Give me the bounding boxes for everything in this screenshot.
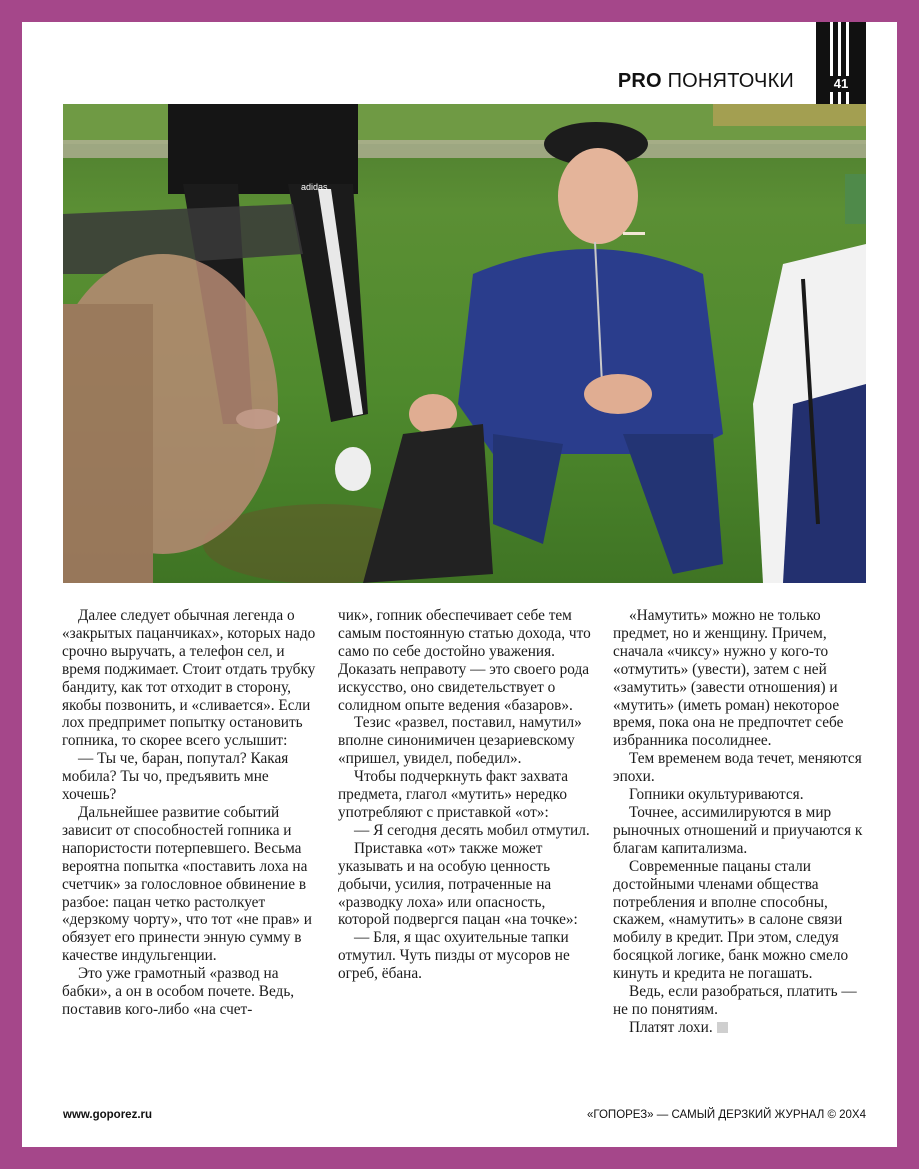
tracksuit-jacket bbox=[458, 249, 723, 454]
paragraph: Ведь, если разобраться, платить — не по понятиям. bbox=[613, 983, 857, 1018]
page-number-tab bbox=[816, 22, 866, 112]
photo-illustration bbox=[63, 104, 866, 583]
tab-stripe bbox=[846, 22, 849, 112]
paragraph: «Намутить» можно не только предмет, но и женщину. Причем, сначала «чиксу» нужно у кого-то «отмутить» (увести), затем с ней «замутить» (завести отношения) и «мутить» (иметь роман) некоторое время, пока она не предпочтет себе избранника посолиднее. bbox=[613, 607, 844, 750]
paragraph: — Бля, я щас охуительные тапки отмутил. Чуть пизды от мусоров не огреб, ёбана. bbox=[338, 929, 570, 983]
paragraph: Тем временем вода течет, меняются эпохи. bbox=[613, 750, 862, 786]
end-mark-square bbox=[717, 1022, 728, 1033]
paragraph: Чтобы подчеркнуть факт захвата предмета, глагол «мутить» нередко употребляют с приставкой «от»: bbox=[338, 768, 569, 821]
crouching-man bbox=[363, 122, 723, 583]
hand-pointing bbox=[584, 374, 652, 414]
paragraph: Современные пацаны стали достойными членами общества потребления и вполне способны, скажем, «намутить» в салоне связи мобилу в кредит. При этом, следуя босяцкой логике, банк можно смело кинуть и кредита не погашать. bbox=[613, 857, 849, 983]
article-column-3 bbox=[613, 607, 867, 1037]
cigarette bbox=[623, 232, 645, 235]
paragraph: — Ты че, баран, попутал? Какая мобила? Ты чо, предъявить мне хочешь? bbox=[62, 750, 289, 804]
seated-man bbox=[753, 174, 866, 583]
jacket-brand-label: adidas bbox=[301, 182, 328, 192]
footer-tagline: «ГОПОРЕЗ» — САМЫЙ ДЕРЗКИЙ ЖУРНАЛ © 20X4 bbox=[587, 1109, 866, 1121]
paragraph-continued: чик», гопник обеспечивает себе тем самым постоянную статью дохода, что само по себе достойно уважения. Доказать неправоту — это своего рода искусство, оно свидетельствует о солидном опыте ведения «базаров». bbox=[338, 607, 591, 714]
paragraph: Это уже грамотный «развод на бабки», а он в особом почете. Ведь, поставив кого-либо «на счет- bbox=[62, 965, 295, 1018]
article-column-1 bbox=[62, 607, 316, 1019]
article-column-2 bbox=[338, 607, 592, 983]
paragraph: Приставка «от» также может указывать и на особую ценность добычи, усилия, потраченные на «разводку лоха» или опасность, которой подвергся пацан «на точке»: bbox=[338, 839, 578, 929]
standing-person-shoe-right bbox=[335, 447, 371, 491]
final-sentence: Платят лохи. bbox=[629, 1018, 713, 1036]
page-number: 41 bbox=[816, 76, 866, 92]
paragraph: Гопники окультуриваются. bbox=[629, 786, 804, 804]
paragraph-final bbox=[613, 1019, 867, 1037]
rubric-rest: ПОНЯТОЧКИ bbox=[661, 70, 794, 92]
tracksuit-leg-right bbox=[623, 434, 723, 574]
paragraph: Далее следует обычная легенда о «закрытых пацанчиках», которых надо срочно выручать, а телефон сел, и время поджимает. Стоит отдать трубку бандиту, как тот отходит в сторону, якобы позвонить, и «сливается». Если лох предпримет попытку остановить гопника, то скорее всего услышит: bbox=[62, 607, 316, 750]
paragraph: Тезис «развел, поставил, намутил» вполне синонимичен цезариевскому «пришел, увидел, победил». bbox=[338, 714, 582, 768]
tab-stripe bbox=[830, 22, 833, 112]
standing-person-jacket bbox=[168, 104, 358, 194]
magazine-page bbox=[22, 22, 897, 1147]
rubric-bold: PRO bbox=[617, 70, 662, 92]
plaid-cap bbox=[845, 174, 866, 224]
blurred-arm bbox=[63, 304, 153, 583]
section-rubric bbox=[618, 70, 794, 93]
paragraph: Точнее, ассимилируются в мир рыночных отношений и приучаются к благам капитализма. bbox=[613, 803, 863, 857]
face bbox=[558, 148, 638, 244]
tracksuit-leg-left bbox=[493, 434, 563, 544]
paragraph: — Я сегодня десять мобил отмутил. bbox=[354, 821, 590, 839]
tab-stripe bbox=[838, 22, 841, 112]
footer-website: www.goporez.ru bbox=[63, 1109, 153, 1121]
article-photo bbox=[63, 104, 866, 583]
blue-tracksuit bbox=[783, 384, 866, 583]
photo-far-building bbox=[713, 104, 866, 126]
hand-left bbox=[409, 394, 457, 434]
paragraph: Дальнейшее развитие событий зависит от способностей гопника и напористости потерпевшего. Весьма вероятна попытка «поставить лоха на счетчик» за голословное обвинение в разбое: пацан четко растолкует «дерзкому чорту», что тот «не прав» и обязует его принести энную сумму в качестве индульгенции. bbox=[62, 803, 312, 965]
plastic-bag bbox=[363, 424, 493, 583]
